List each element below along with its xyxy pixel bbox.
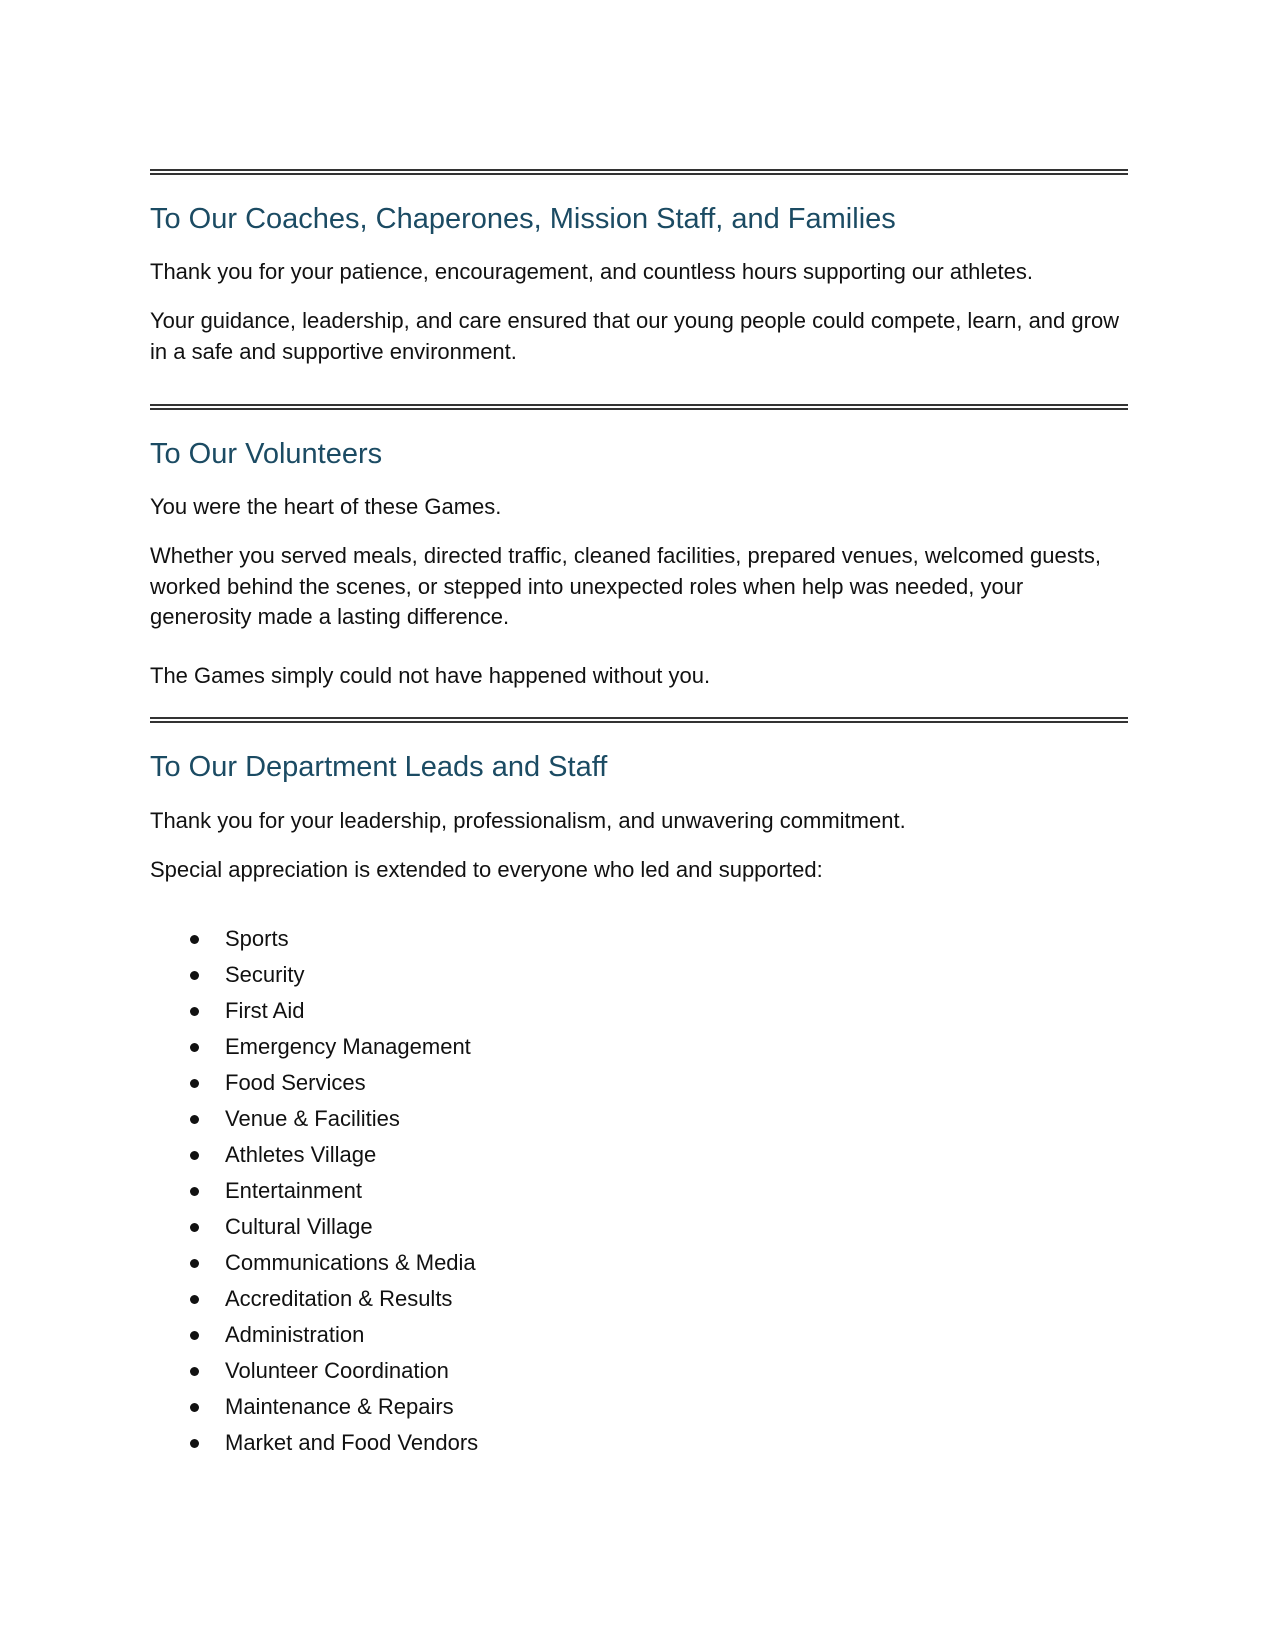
list-item — [150, 1137, 478, 1173]
list-item — [150, 1389, 478, 1425]
list-item — [150, 1065, 478, 1101]
list-item — [150, 1173, 478, 1209]
bullet-icon — [190, 1187, 199, 1196]
paragraph: Thank you for your leadership, professionalism, and unwavering commitment. — [150, 808, 906, 833]
section-divider — [150, 169, 1128, 175]
list-item — [150, 1029, 478, 1065]
bullet-icon — [190, 1295, 199, 1304]
list-item-label: Cultural Village — [225, 1214, 373, 1239]
list-item-label: Emergency Management — [225, 1034, 471, 1059]
list-item-label: Administration — [225, 1322, 365, 1347]
list-item-label: Sports — [225, 926, 289, 951]
list-item-label: Communications & Media — [225, 1250, 476, 1275]
paragraph: Your guidance, leadership, and care ensured that our young people could compete, learn, and grow in a safe and supportive environment. — [150, 308, 1120, 364]
bullet-icon — [190, 971, 199, 980]
bullet-icon — [190, 935, 199, 944]
department-list — [150, 921, 478, 1461]
list-item-label: Athletes Village — [225, 1142, 377, 1167]
list-item-label: Volunteer Coordination — [225, 1358, 449, 1383]
list-item-label: First Aid — [225, 998, 305, 1023]
bullet-icon — [190, 1043, 199, 1052]
bullet-icon — [190, 1115, 199, 1124]
paragraph: Whether you served meals, directed traffic, cleaned facilities, prepared venues, welcomed guests, worked behind the scenes, or stepped into unexpected roles when help was needed, your generosity made a lasting difference. — [150, 543, 1101, 629]
document-page — [150, 0, 1128, 1650]
list-item — [150, 1425, 478, 1461]
list-item-label: Venue & Facilities — [225, 1106, 400, 1131]
section-heading-coaches: To Our Coaches, Chaperones, Mission Staff, and Families — [150, 203, 896, 235]
section-divider — [150, 717, 1128, 723]
list-item — [150, 993, 478, 1029]
list-item — [150, 1245, 478, 1281]
bullet-icon — [190, 1259, 199, 1268]
list-item — [150, 1209, 478, 1245]
bullet-icon — [190, 1331, 199, 1340]
list-item — [150, 921, 478, 957]
paragraph: Thank you for your patience, encouragement, and countless hours supporting our athletes. — [150, 259, 1033, 284]
list-item-label: Market and Food Vendors — [225, 1430, 479, 1455]
list-item-label: Entertainment — [225, 1178, 362, 1203]
bullet-icon — [190, 1439, 199, 1448]
list-item — [150, 1281, 478, 1317]
list-item-label: Maintenance & Repairs — [225, 1394, 454, 1419]
paragraph: The Games simply could not have happened without you. — [150, 663, 711, 688]
section-heading-volunteers: To Our Volunteers — [150, 438, 383, 470]
list-item — [150, 957, 478, 993]
bullet-icon — [190, 1367, 199, 1376]
list-item-label: Security — [225, 962, 305, 987]
list-item — [150, 1317, 478, 1353]
bullet-icon — [190, 1007, 199, 1016]
list-item — [150, 1101, 478, 1137]
section-heading-department-leads: To Our Department Leads and Staff — [150, 751, 608, 783]
paragraph: You were the heart of these Games. — [150, 494, 502, 519]
list-item-label: Accreditation & Results — [225, 1286, 453, 1311]
bullet-icon — [190, 1223, 199, 1232]
paragraph: Special appreciation is extended to everyone who led and supported: — [150, 857, 823, 882]
bullet-icon — [190, 1403, 199, 1412]
list-item-label: Food Services — [225, 1070, 366, 1095]
section-divider — [150, 404, 1128, 410]
list-item — [150, 1353, 478, 1389]
bullet-icon — [190, 1151, 199, 1160]
bullet-icon — [190, 1079, 199, 1088]
